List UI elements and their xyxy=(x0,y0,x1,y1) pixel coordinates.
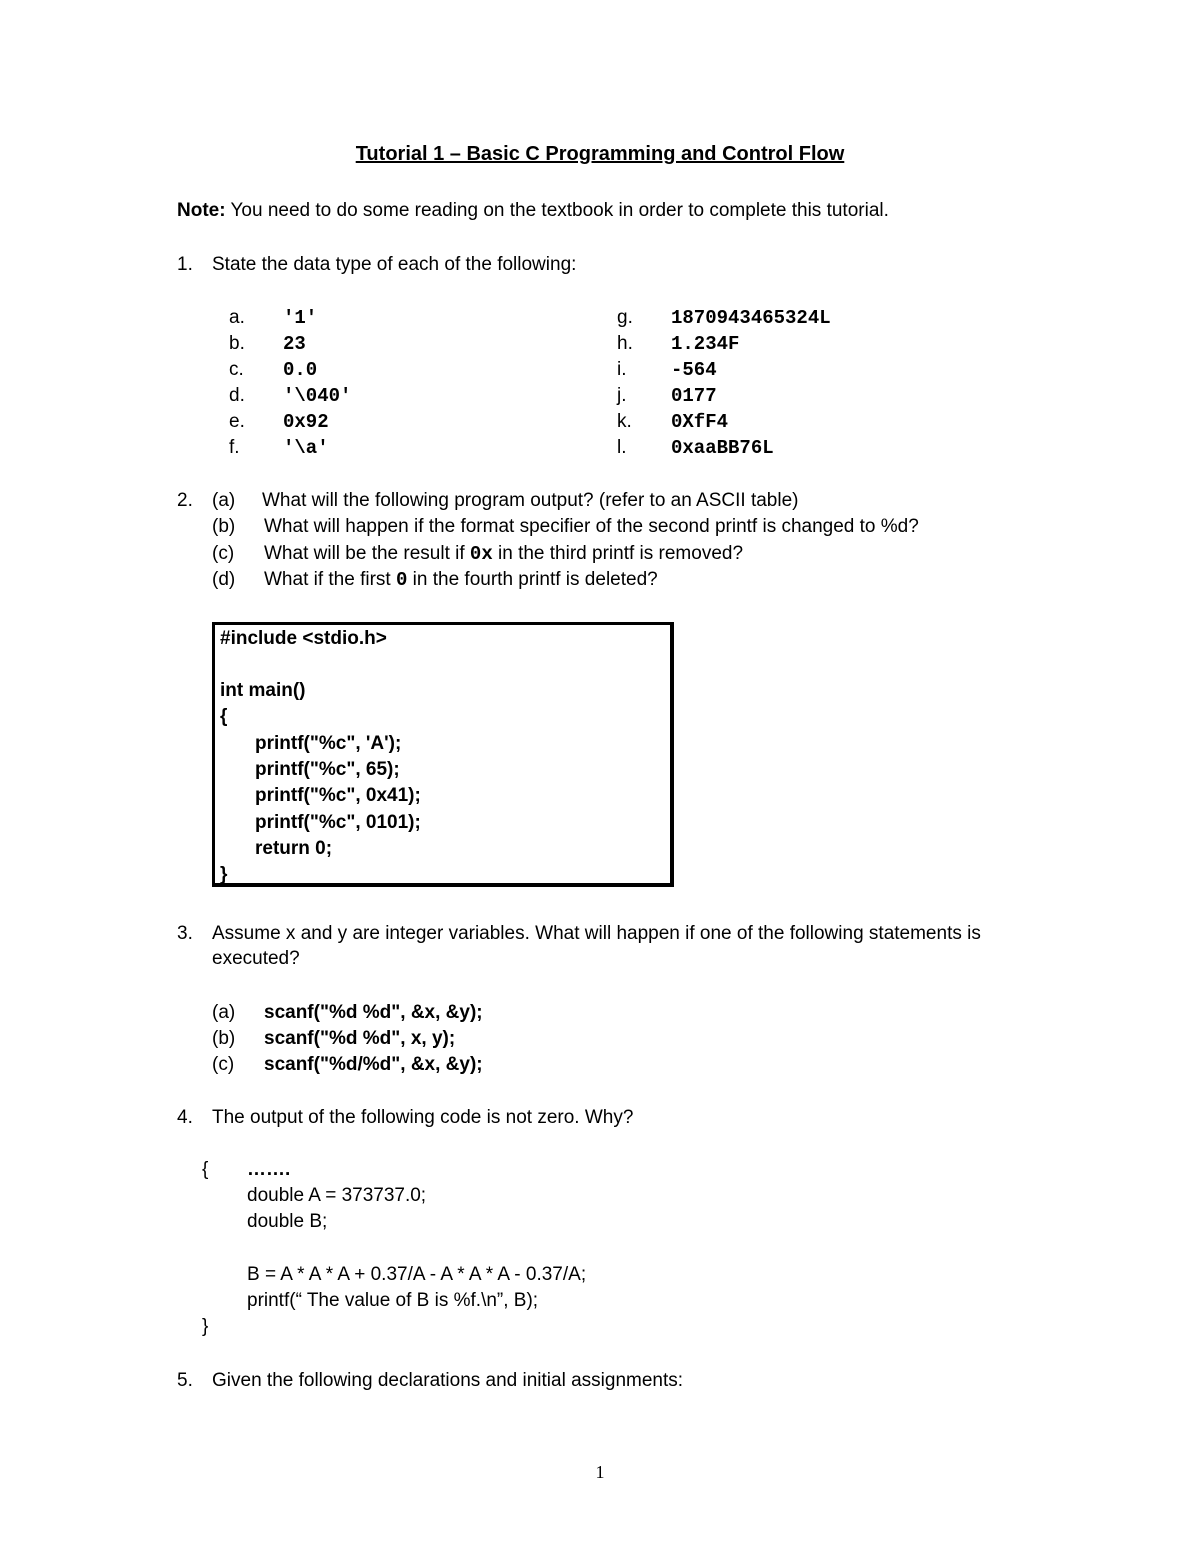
q2-part-a-label: (a) xyxy=(212,490,236,511)
q1-value-b: 23 xyxy=(283,333,306,355)
code-line-10: } xyxy=(220,864,228,885)
q1-value-j: 0177 xyxy=(671,385,717,407)
q3-part-c-label: (c) xyxy=(212,1054,235,1075)
q1-value-g: 1870943465324L xyxy=(671,307,831,329)
code-line-5: printf("%c", 'A'); xyxy=(255,733,402,754)
note-text: You need to do some reading on the textbook in order to complete this tutorial. xyxy=(225,200,889,221)
q2-part-d-pre: What if the first xyxy=(264,569,396,590)
q2-part-c-post: in the third printf is removed? xyxy=(492,543,744,564)
q2-part-d-label: (d) xyxy=(212,569,236,590)
q1-value-k: 0XfF4 xyxy=(671,411,729,433)
q1-letter-d: d. xyxy=(229,385,245,406)
q4-code-open-brace: { xyxy=(202,1159,209,1180)
q3-part-b-code: scanf("%d %d", x, y); xyxy=(264,1028,456,1049)
q4-code-line-4: printf(“ The value of B is %f.\n”, B); xyxy=(247,1290,539,1311)
q4-code-line-1: double A = 373737.0; xyxy=(247,1185,427,1206)
q1-letter-i: i. xyxy=(617,359,627,380)
q2-part-b-label: (b) xyxy=(212,516,236,537)
q3-part-b-label: (b) xyxy=(212,1028,236,1049)
page-title: Tutorial 1 – Basic C Programming and Control Flow xyxy=(355,143,845,165)
q1-value-d: '\040' xyxy=(283,385,352,407)
code-line-1: #include <stdio.h> xyxy=(220,628,387,649)
q1-letter-e: e. xyxy=(229,411,245,432)
q1-letter-h: h. xyxy=(617,333,633,354)
q5-text: Given the following declarations and initial assignments: xyxy=(212,1370,684,1391)
q1-value-h: 1.234F xyxy=(671,333,740,355)
q2-part-d-text xyxy=(264,569,658,591)
q4-code-dots: ……. xyxy=(247,1159,291,1180)
q1-letter-b: b. xyxy=(229,333,245,354)
q3-line-2: executed? xyxy=(212,948,300,969)
q1-letter-l: l. xyxy=(617,437,627,458)
code-line-8: printf("%c", 0101); xyxy=(255,812,421,833)
q4-code-line-3: B = A * A * A + 0.37/A - A * A * A - 0.37/A; xyxy=(247,1264,587,1285)
q2-part-c-pre: What will be the result if xyxy=(264,543,470,564)
code-line-6: printf("%c", 65); xyxy=(255,759,400,780)
q2-number: 2. xyxy=(177,490,193,511)
q1-letter-a: a. xyxy=(229,307,245,328)
q2-part-b-text: What will happen if the format specifier of the second printf is changed to %d? xyxy=(264,516,919,537)
q1-letter-c: c. xyxy=(229,359,244,380)
q1-value-e: 0x92 xyxy=(283,411,329,433)
q1-letter-g: g. xyxy=(617,307,633,328)
q1-number: 1. xyxy=(177,254,193,275)
q1-value-l: 0xaaBB76L xyxy=(671,437,774,459)
q4-code-close-brace: } xyxy=(202,1316,209,1337)
q4-text: The output of the following code is not zero. Why? xyxy=(212,1107,634,1128)
q1-letter-j: j. xyxy=(617,385,627,406)
q1-letter-k: k. xyxy=(617,411,632,432)
q2-part-a-text: What will the following program output? (refer to an ASCII table) xyxy=(262,490,799,511)
q4-number: 4. xyxy=(177,1107,193,1128)
q2-part-d-bold: 0 xyxy=(395,569,408,591)
q2-part-c-label: (c) xyxy=(212,543,235,564)
q5-number: 5. xyxy=(177,1370,193,1391)
q1-value-a: '1' xyxy=(283,307,318,329)
q3-part-c-code: scanf("%d/%d", &x, &y); xyxy=(264,1054,483,1075)
q3-part-a-code: scanf("%d %d", &x, &y); xyxy=(264,1002,483,1023)
q4-code-line-2: double B; xyxy=(247,1211,328,1232)
code-line-3: int main() xyxy=(220,680,306,701)
q1-value-f: '\a' xyxy=(283,437,329,459)
q1-value-i: -564 xyxy=(671,359,717,381)
q2-part-d-post: in the fourth printf is deleted? xyxy=(407,569,658,590)
q2-part-c-text xyxy=(264,543,743,565)
q2-part-c-bold: 0x xyxy=(469,543,493,565)
q3-part-a-label: (a) xyxy=(212,1002,236,1023)
q1-value-c: 0.0 xyxy=(283,359,318,381)
note-paragraph xyxy=(177,200,889,222)
code-line-7: printf("%c", 0x41); xyxy=(255,785,421,806)
code-line-9: return 0; xyxy=(255,838,333,859)
note-label: Note: xyxy=(177,200,226,221)
q3-number: 3. xyxy=(177,923,193,944)
page-number: 1 xyxy=(595,1462,605,1482)
q3-line-1: Assume x and y are integer variables. What will happen if one of the following statements is xyxy=(212,923,981,944)
q1-text: State the data type of each of the following: xyxy=(212,254,577,275)
code-line-4: { xyxy=(220,706,228,727)
q1-letter-f: f. xyxy=(229,437,240,458)
